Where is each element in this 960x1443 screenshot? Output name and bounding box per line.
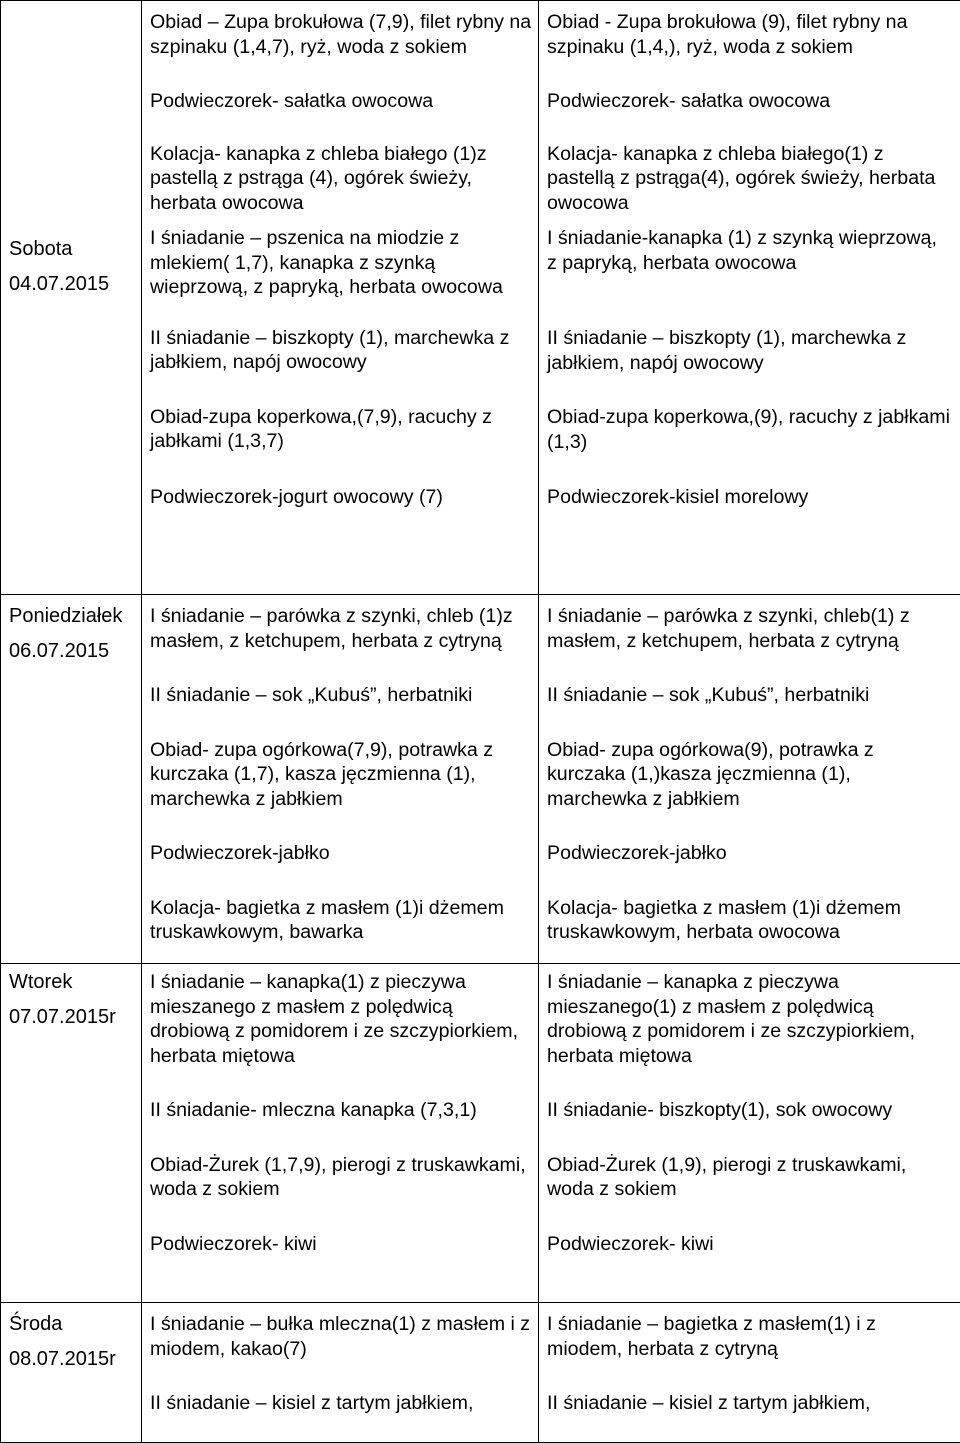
meal-entry: II śniadanie – kisiel z tartym jabłkiem, [150, 1391, 532, 1416]
meal-entry: II śniadanie – biszkopty (1), marchewka z jabłkiem, napój owocowy [547, 326, 952, 375]
meal-entry: II śniadanie – sok „Kubuś”, herbatniki [547, 683, 952, 708]
meal-entry: Obiad-zupa koperkowa,(7,9), racuchy z jabłkami (1,3,7) [150, 405, 532, 454]
meal-entry: Kolacja- bagietka z masłem (1)i dżemem truskawkowym, herbata owocowa [547, 896, 952, 945]
meal-entry: Podwieczorek- kiwi [150, 1232, 532, 1257]
meal-entry: I śniadanie – pszenica na miodzie z mlekiem( 1,7), kanapka z szynką wieprzową, z papryką, herbata owocowa [150, 226, 532, 300]
day-date: 04.07.2015 [9, 272, 141, 296]
meal-entry: I śniadanie – parówka z szynki, chleb(1) z masłem, z ketchupem, herbata z cytryną [547, 604, 952, 653]
meal-entry: Podwieczorek-jabłko [547, 841, 952, 866]
day-name: Poniedziałek [9, 604, 141, 628]
meal-entry: Obiad- zupa ogórkowa(7,9), potrawka z kurczaka (1,7), kasza jęczmienna (1), marchewka z jabłkiem [150, 738, 532, 812]
meal-entry: Podwieczorek- sałatka owocowa [547, 89, 952, 114]
meal-entry: Podwieczorek- sałatka owocowa [150, 89, 532, 114]
diet-cell [142, 964, 539, 1303]
diet-cell [142, 1, 539, 595]
meal-entry: I śniadanie – kanapka z pieczywa mieszanego(1) z masłem z polędwicą drobiową z pomidorem i ze szczypiorkiem, herbata miętowa [547, 970, 952, 1068]
meal-entry: I śniadanie – parówka z szynki, chleb (1)z masłem, z ketchupem, herbata z cytryną [150, 604, 532, 653]
diet-cell [142, 1303, 539, 1443]
day-cell [1, 1, 142, 595]
meal-entry: II śniadanie- mleczna kanapka (7,3,1) [150, 1098, 532, 1123]
alt-diet-cell [539, 595, 960, 964]
alt-diet-cell [539, 1, 960, 595]
table-row [1, 1, 960, 595]
day-cell [1, 964, 142, 1303]
meal-entry: II śniadanie – biszkopty (1), marchewka z jabłkiem, napój owocowy [150, 326, 532, 375]
meal-entry: II śniadanie – sok „Kubuś”, herbatniki [150, 683, 532, 708]
table-row [1, 1303, 960, 1443]
meal-entry: Kolacja- kanapka z chleba białego (1)z pastellą z pstrąga (4), ogórek świeży, herbata owocowa [150, 142, 532, 216]
meal-entry: Obiad-zupa koperkowa,(9), racuchy z jabłkami (1,3) [547, 405, 952, 454]
diet-cell [142, 595, 539, 964]
meal-entry: Obiad – Zupa brokułowa (7,9), filet rybny na szpinaku (1,4,7), ryż, woda z sokiem [150, 10, 532, 59]
meal-entry: Podwieczorek-kisiel morelowy [547, 485, 952, 510]
meal-entry: Podwieczorek- kiwi [547, 1232, 952, 1257]
meal-entry: II śniadanie – kisiel z tartym jabłkiem, [547, 1391, 952, 1416]
meal-entry: Obiad - Zupa brokułowa (9), filet rybny na szpinaku (1,4,), ryż, woda z sokiem [547, 10, 952, 59]
day-date: 07.07.2015r [9, 1005, 141, 1029]
meal-entry: Obiad-Żurek (1,9), pierogi z truskawkami, woda z sokiem [547, 1153, 952, 1202]
day-cell [1, 1303, 142, 1443]
meal-entry: Obiad- zupa ogórkowa(9), potrawka z kurczaka (1,)kasza jęczmienna (1), marchewka z jabłkiem [547, 738, 952, 812]
day-name: Środa [9, 1312, 141, 1336]
meal-entry: I śniadanie-kanapka (1) z szynką wieprzową, z papryką, herbata owocowa [547, 226, 952, 275]
alt-diet-cell [539, 1303, 960, 1443]
day-date: 08.07.2015r [9, 1347, 141, 1371]
meal-entry: I śniadanie – bagietka z masłem(1) i z miodem, herbata z cytryną [547, 1312, 952, 1361]
meal-entry: I śniadanie – bułka mleczna(1) z masłem i z miodem, kakao(7) [150, 1312, 532, 1361]
table-row [1, 964, 960, 1303]
day-date: 06.07.2015 [9, 639, 141, 663]
day-name: Sobota [9, 237, 141, 261]
table-row [1, 595, 960, 964]
meal-entry: Kolacja- kanapka z chleba białego(1) z pastellą z pstrąga(4), ogórek świeży, herbata owocowa [547, 142, 952, 216]
meal-entry: Podwieczorek-jogurt owocowy (7) [150, 485, 532, 510]
day-name: Wtorek [9, 970, 141, 994]
alt-diet-cell [539, 964, 960, 1303]
meal-entry: Podwieczorek-jabłko [150, 841, 532, 866]
meal-entry: II śniadanie- biszkopty(1), sok owocowy [547, 1098, 952, 1123]
meal-entry: Obiad-Żurek (1,7,9), pierogi z truskawkami, woda z sokiem [150, 1153, 532, 1202]
day-cell [1, 595, 142, 964]
meal-entry: I śniadanie – kanapka(1) z pieczywa mieszanego z masłem z polędwicą drobiową z pomidorem i ze szczypiorkiem, herbata miętowa [150, 970, 532, 1068]
meal-entry: Kolacja- bagietka z masłem (1)i dżemem truskawkowym, bawarka [150, 896, 532, 945]
